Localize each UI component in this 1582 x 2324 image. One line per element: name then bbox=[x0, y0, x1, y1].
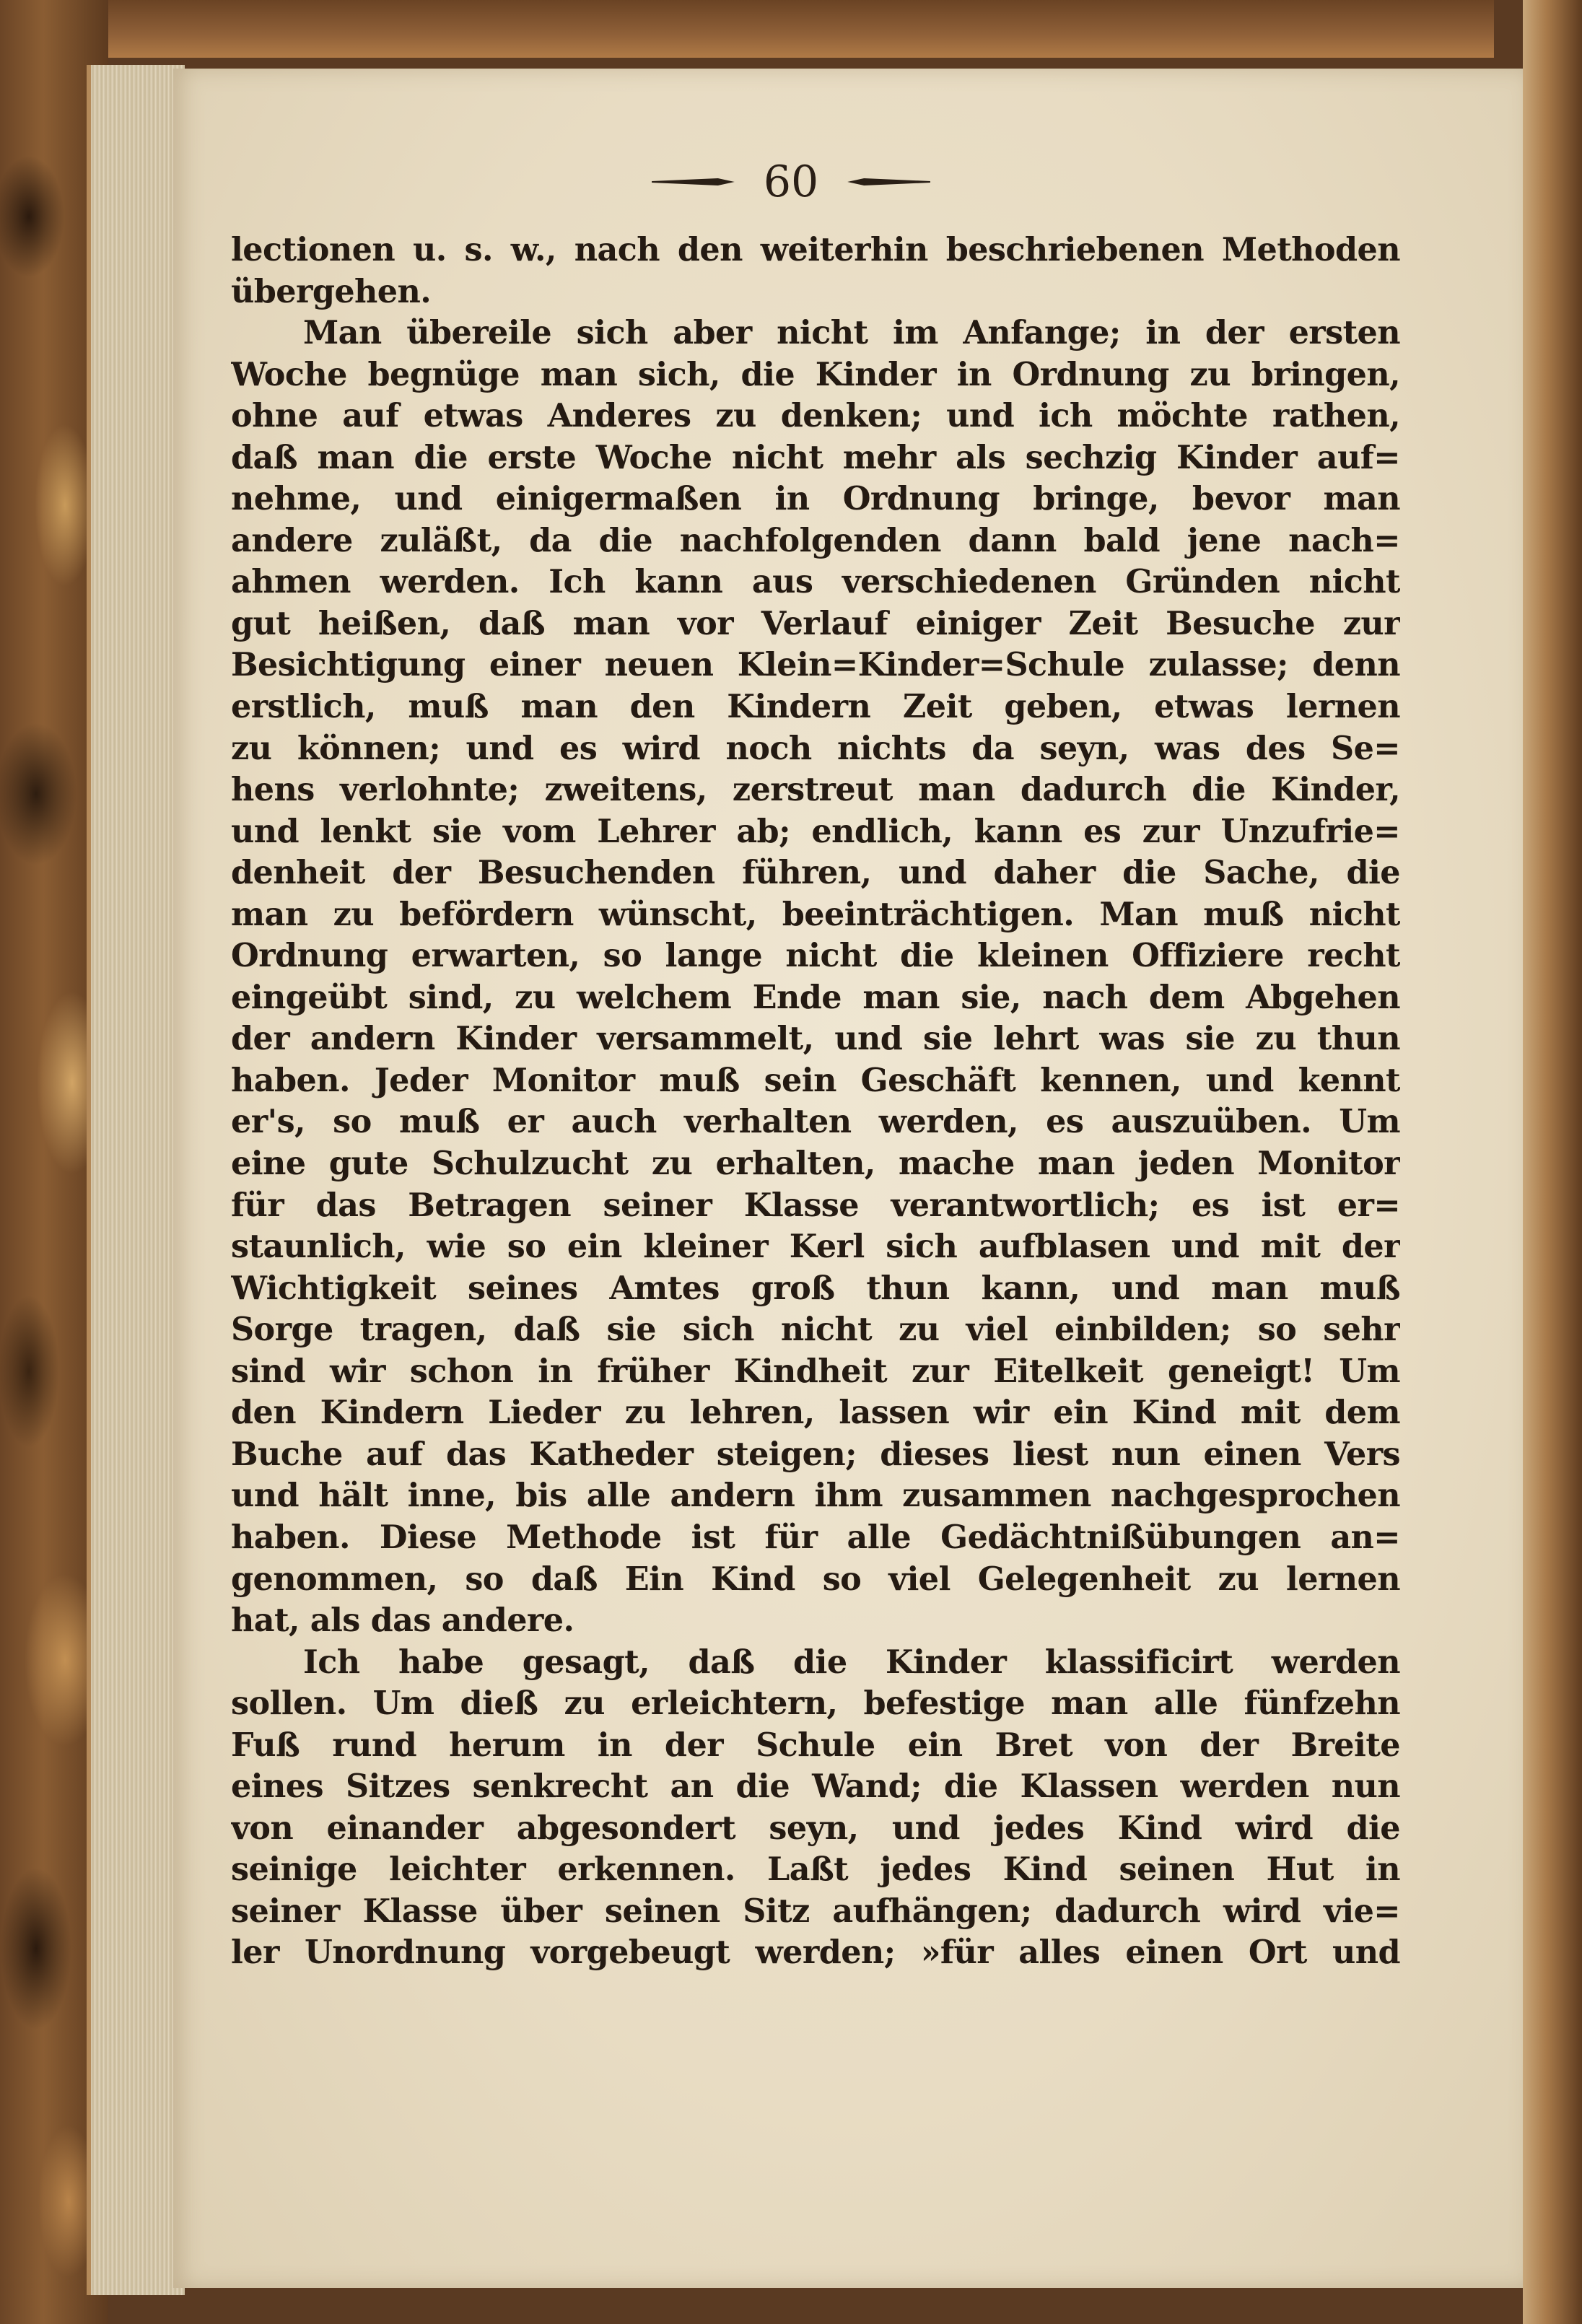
text-line: ler Unordnung vorgebeugt werden; »für alles einen Ort und bbox=[231, 1934, 1400, 1972]
text-line: den Kindern Lieder zu lehren, lassen wir ein Kind mit dem bbox=[231, 1394, 1400, 1432]
page-block-edge bbox=[87, 65, 185, 2295]
text-line: man zu befördern wünscht, beeinträchtigen. Man muß nicht bbox=[231, 895, 1400, 933]
text-line: seinige leichter erkennen. Laßt jedes Kind seinen Hut in bbox=[231, 1851, 1400, 1889]
text-line: seiner Klasse über seinen Sitz aufhängen; dadurch wird vie= bbox=[231, 1892, 1400, 1930]
text-line: Sorge tragen, daß sie sich nicht zu viel einbilden; so sehr bbox=[231, 1311, 1400, 1349]
text-line: Ich habe gesagt, daß die Kinder klassificirt werden bbox=[303, 1643, 1400, 1681]
text-line: Fuß rund herum in der Schule ein Bret von der Breite bbox=[231, 1726, 1400, 1764]
text-line: ahmen werden. Ich kann aus verschiedenen Gründen nicht bbox=[231, 563, 1400, 601]
text-line: haben. Jeder Monitor muß sein Geschäft kennen, und kennt bbox=[231, 1061, 1400, 1099]
text-line: Buche auf das Katheder steigen; dieses liest nun einen Vers bbox=[231, 1435, 1400, 1473]
page-number: 60 bbox=[763, 157, 819, 207]
text-line: hens verlohnte; zweitens, zerstreut man dadurch die Kinder, bbox=[231, 771, 1400, 809]
text-line: Man übereile sich aber nicht im Anfange; in der ersten bbox=[303, 314, 1400, 352]
text-line: für das Betragen seiner Klasse verantwortlich; es ist er= bbox=[231, 1186, 1400, 1224]
text-line: übergehen. bbox=[231, 272, 432, 310]
text-line: sollen. Um dieß zu erleichtern, befestige man alle fünfzehn bbox=[231, 1685, 1400, 1723]
text-line: und hält inne, bis alle andern ihm zusammen nachgesprochen bbox=[231, 1477, 1400, 1515]
text-line: zu können; und es wird noch nichts da seyn, was des Se= bbox=[231, 729, 1400, 767]
text-line: staunlich, wie so ein kleiner Kerl sich aufblasen und mit der bbox=[231, 1228, 1400, 1266]
text-line: Besichtigung einer neuen Klein=Kinder=Schule zulasse; denn bbox=[231, 646, 1400, 684]
page-body-text bbox=[231, 230, 1400, 1974]
header-ornament-left bbox=[652, 178, 735, 185]
text-line: lectionen u. s. w., nach den weiterhin beschriebenen Methoden bbox=[231, 231, 1400, 268]
text-line: nehme, und einigermaßen in Ordnung bringe, bevor man bbox=[231, 480, 1400, 518]
text-line: sind wir schon in früher Kindheit zur Eitelkeit geneigt! Um bbox=[231, 1352, 1400, 1390]
text-line: andere zuläßt, da die nachfolgenden dann bald jene nach= bbox=[231, 521, 1400, 559]
book-cover-top-edge bbox=[108, 0, 1494, 58]
text-line: erstlich, muß man den Kindern Zeit geben, etwas lernen bbox=[231, 688, 1400, 726]
text-line: er's, so muß er auch verhalten werden, es auszuüben. Um bbox=[231, 1103, 1400, 1141]
text-line: Ordnung erwarten, so lange nicht die kleinen Offiziere recht bbox=[231, 937, 1400, 975]
text-line: hat, als das andere. bbox=[231, 1602, 574, 1640]
text-line: von einander abgesondert seyn, und jedes Kind wird die bbox=[231, 1809, 1400, 1847]
text-line: haben. Diese Methode ist für alle Gedächtnißübungen an= bbox=[231, 1518, 1400, 1556]
text-line: Woche begnüge man sich, die Kinder in Ordnung zu bringen, bbox=[231, 355, 1400, 393]
text-line: Wichtigkeit seines Amtes groß thun kann, und man muß bbox=[231, 1269, 1400, 1307]
page-header bbox=[0, 153, 1582, 211]
text-line: eines Sitzes senkrecht an die Wand; die Klassen werden nun bbox=[231, 1768, 1400, 1806]
text-line: eingeübt sind, zu welchem Ende man sie, nach dem Abgehen bbox=[231, 978, 1400, 1016]
text-line: denheit der Besuchenden führen, und daher die Sache, die bbox=[231, 854, 1400, 892]
text-line: gut heißen, daß man vor Verlauf einiger Zeit Besuche zur bbox=[231, 604, 1400, 642]
book-right-edge bbox=[1523, 0, 1582, 2324]
text-line: ohne auf etwas Anderes zu denken; und ich möchte rathen, bbox=[231, 397, 1400, 435]
text-line: der andern Kinder versammelt, und sie lehrt was sie zu thun bbox=[231, 1020, 1400, 1058]
header-ornament-right bbox=[847, 178, 930, 185]
text-line: eine gute Schulzucht zu erhalten, mache man jeden Monitor bbox=[231, 1145, 1400, 1183]
text-line: und lenkt sie vom Lehrer ab; endlich, kann es zur Unzufrie= bbox=[231, 812, 1400, 850]
text-line: genommen, so daß Ein Kind so viel Gelegenheit zu lernen bbox=[231, 1560, 1400, 1598]
text-line: daß man die erste Woche nicht mehr als sechzig Kinder auf= bbox=[231, 438, 1400, 476]
